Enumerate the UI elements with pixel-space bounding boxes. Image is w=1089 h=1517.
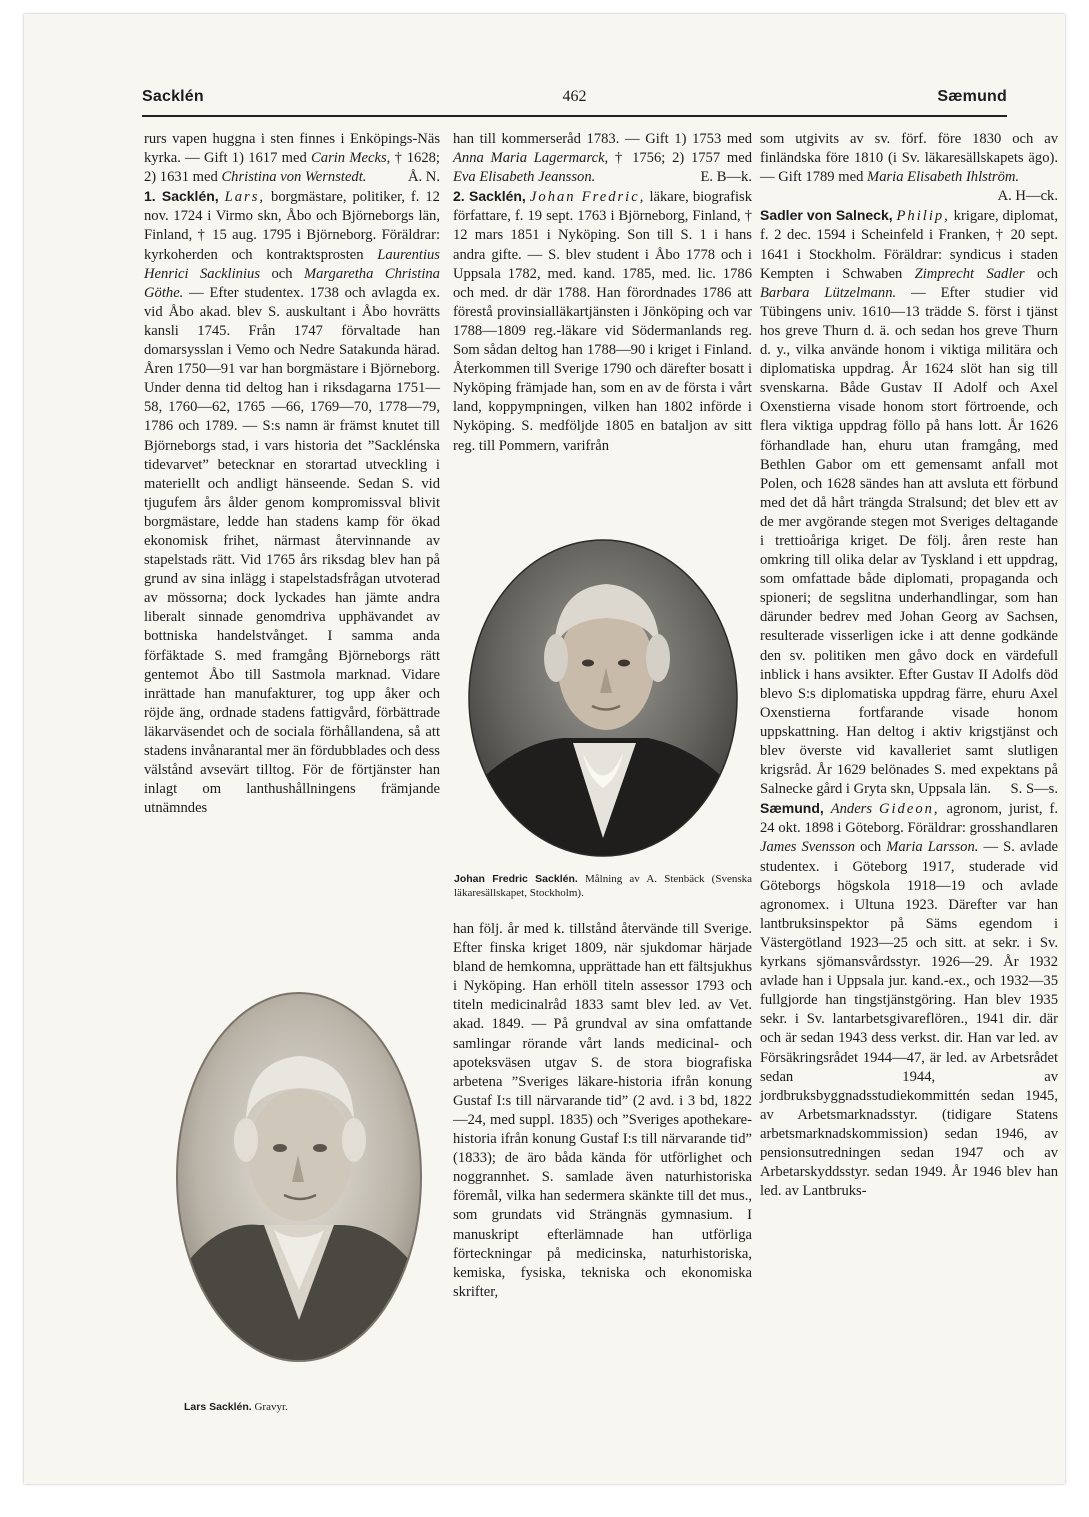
- column-3: som utgivits av sv. förf. före 1830 och av finländska före 1810 (i Sv. läkaresällskapets ägo). — Gift 1789 med Maria Elisabeth Ihlström. A. H—ck. Sadler von Salneck, Philip, krigare, diplomat, f. 2 dec. 1594 i Scheinfeld i Franken, † 20 sept. 1641 i Stockholm. Föräldrar: syndicus i staden Kempten i Schwaben Zimprecht Sadler och Barbara Lützelmann. — Efter studier vid Tübingens univ. 1610—13 trädde S. först i tjänst hos greve Thurn d. ä. och sedan hos greve Thurn d. y., vilka använde honom i viktiga militära och diplomatiska uppdrag. År 1624 slöt han sig till svenskarna. Både Gustav II Adolf och Axel Oxenstierna visade honom stort förtroende, och flera viktiga uppdrag föllo på hans lott. År 1626 förhandlade han, ehuru utan framgång, med Bethlen Gabor om ett gemensamt anfall mot Polen, och 1628 sändes han att avsluta ett förbund med det då hårt trängda Stralsund; det blev ett av de mer avgörande stegen mot Sveriges deltagande i trettioåriga kriget. De följ. åren reste han omkring till olika delar av Tyskland i ett uppdrag, som omfattade både diplomati, propaganda och spioneri; de segslitna underhandlingar, som han därunder bedrev med Johan Georg av Sachsen, resulterade visserligen icke i att denne godkände den sv. politiken men gåvo dock en värdefull inblick i hans avsikter. Efter Gustav II Adolfs död blevo S:s diplomatiska uppdrag färre, ehuru Axel Oxenstierna fortfarande visade honom uppskattning. Han deltog i aktiv krigstjänst och blev överste vid kavalleriet samt slutligen krigsråd. År 1629 belönades S. med expektans på Salnecke gård i Gryta skn, Uppsala län. S. S—s. Sæmund, Anders Gideon, agronom, jurist, f. 24 okt. 1898 i Göteborg. Föräldrar: grosshandlaren James Svensson och Maria Larsson. — S. avlade studentex. i Göteborg 1917, studerade vid Göteborgs högskola 1918—19 och avlade agronomex. i Ultuna 1923. Därefter var han lantbruksinspektor på Säms egendom i Västergötland 1923—25 och sitt. at sekr. i Sv. kyrkans sjömansvårdsstyr. 1926—29. År 1932 avlade han i Uppsala jur. kand.-ex., och 1932—35 fullgjorde han tingstjänstgöring. Han blev 1935 sekr. i Sv. lantarbetsgivareflören., 1941 dir. där och är sedan 1943 dess verkst. dir. Han var led. av Försäkringsrådet 1944—47, är led. av Arbetsrådet sedan 1944, av jordbruksbyggnadsstudiekommittén sedan 1945, av Arbetsmarknadsstyr. (tidigare Statens arbetsmarknadskommission) sedan 1946, av pensionsutredningen sedan 1947 och av Arbetarskyddsstyr. sedan 1949. År 1946 blev han led. av Lantbruks-: [760, 130, 1058, 1201]
- author-signature: A. H—ck.: [997, 188, 1058, 205]
- entry-heading: 1. Sacklén,: [144, 188, 219, 205]
- portrait-1-caption: Lars Sacklén. Gravyr.: [184, 1401, 288, 1413]
- paragraph-continuation: rurs vapen huggna i sten finnes i Enköpings-Näs kyrka. — Gift 1) 1617 med Carin Mecks, † 1628; 2) 1631 med Christina von Wernstedt. Å. N.: [144, 130, 440, 187]
- portrait-johan-fredric-sacklen: [454, 538, 752, 908]
- entry-johan-fredric-sacklen: 2. Sacklén, Johan Fredric, läkare, biografisk författare, f. 19 sept. 1763 i Björneborg, Finland, † 12 mars 1851 i Nyköping. Son till S. 1 i hans andra gifte. — S. blev student i Åbo 1778 och i Uppsala 1782, med. kand. 1785, med. lic. 1786 och med. dr där 1788. Han förordnades 1786 att förestå provinsialläkartjänsten i Jönköping och var 1788—1809 reg.-läkare vid Södermanlands reg. Som sådan deltog han 1788—90 i kriget i Finland. Återkommen till Sverige 1790 och därefter bosatt i Nyköping främjade han, som en av de första i vårt land, koppympningen, vilken han 1802 införde i Nyköping. S. medföljde 1805 en bataljon av sitt reg. till Pommern, varifrån: [453, 188, 753, 454]
- author-signature: S. S—s.: [1010, 781, 1058, 798]
- entry-lars-sacklen: 1. Sacklén, Lars, borgmästare, politiker, f. 12 nov. 1724 i Virmo skn, Åbo och Björneborgs län, Finland, † 15 aug. 1795 i Björneborg. Föräldrar: kyrkoherden och kontraktsprosten Laurentius Henrici Sacklinius och Margaretha Christina Göthe. — Efter studentex. 1738 och avlagda ex. vid Åbo akad. blev S. auskultant i Åbo hovrätts kansli 1745. Från 1747 förvaltade han domarsysslan i Vemo och Nedre Satakunda härad. Åren 1750—91 var han borgmästare i Björneborg. Under denna tid deltog han i riksdagarna 1751—58, 1760—62, 1765 —66, 1769—70, 1778—79, 1786 och 1789. — S:s namn är främst knutet till Björneborgs stad, i vars historia det ”Sacklénska tidevarvet” betecknar en storartad utveckling i materiellt och andligt hänseende. Sedan S. vid tjugufem års ålder genom kompromissval blivit borgmästare, ledde han stadens kamp för ökad ekonomisk frihet, närmast återvinnande av stapelstads rätt. Vid 1765 års riksdag blev han på grund av sina inlägg i stapelstadsfrågan utvoterad av mössorna; dock lyckades han jämte andra liberalt sinnade genomdriva upphävandet av bottniska handelstvånget. I samma anda förfäktade S. med framgång Björneborgs rätt gentemot Åbo till Sastmola marknad. Vidare inrättade han manufakturer, tog upp åker och röjde äng, ordnade stadens fattigvård, förbättrade läkarväsendet och de sociala förhållandena, så att stadens invånarantal mer än fördubblades och dess välstånd avsevärt tilltog. För de förtjänster han inlagt om lanthushållningens främjande utnämndes: [144, 188, 440, 817]
- entry-heading: Sadler von Salneck,: [760, 207, 893, 224]
- column-2-top: han till kommerseråd 1783. — Gift 1) 1753 med Anna Maria Lagermarck, † 1756; 2) 1757 med Eva Elisabeth Jeansson. E. B—k. 2. Sacklén, Johan Fredric, läkare, biografisk författare, f. 19 sept. 1763 i Björneborg, Finland, † 12 mars 1851 i Nyköping. Son till S. 1 i hans andra gifte. — S. blev student i Åbo 1778 och i Uppsala 1782, med. kand. 1785, med. lic. 1786 och med. dr där 1788. Han förordnades 1786 att förestå provinsialläkartjänsten i Jönköping och var 1788—1809 reg.-läkare vid Södermanlands reg. Som sådan deltog han 1788—90 i kriget i Finland. Återkommen till Sverige 1790 och därefter bosatt i Nyköping främjade han, som en av de första i vårt land, koppympningen, vilken han 1802 införde i Nyköping. S. medföljde 1805 en bataljon av sitt reg. till Pommern, varifrån: [453, 130, 752, 456]
- header-right-word: Sæmund: [937, 88, 1007, 105]
- author-signature: Å. N.: [407, 169, 440, 186]
- engraving-portrait: [174, 990, 424, 1365]
- header-rule: [142, 115, 1007, 117]
- entry-sadler-von-salneck: Sadler von Salneck, Philip, krigare, diplomat, f. 2 dec. 1594 i Scheinfeld i Franken, † 20 sept. 1641 i Stockholm. Föräldrar: syndicus i staden Kempten i Schwaben Zimprecht Sadler och Barbara Lützelmann. — Efter studier vid Tübingens univ. 1610—13 trädde S. först i tjänst hos greve Thurn d. ä. och sedan hos greve Thurn d. y., vilka använde honom i viktiga militära och diplomatiska uppdrag. År 1624 slöt han sig till svenskarna. Både Gustav II Adolf och Axel Oxenstierna visade honom stort förtroende, och flera viktiga uppdrag föllo på hans lott. År 1626 förhandlade han, ehuru utan framgång, med Bethlen Gabor om ett gemensamt anfall mot Polen, och 1628 sändes han att avsluta ett förbund med det då hårt trängda Stralsund; det blev ett av de mer avgörande stegen mot Sveriges deltagande i trettioåriga kriget. De följ. åren reste han omkring till olika delar av Tyskland i ett uppdrag, som omfattade både diplomati, propaganda och spioneri; de segslitna underhandlingar, som han därunder bedrev med Johan Georg av Sachsen, resulterade visserligen icke i att denne godkände den sv. politiken men gåvo dock en värdefull inblick i hans avsikter. Efter Gustav II Adolfs död blevo S:s diplomatiska uppdrag färre, ehuru Axel Oxenstierna fortfarande visade honom uppskattning. Han deltog i aktiv krigstjänst och blev överste vid kavalleriet samt slutligen krigsråd. År 1629 belönades S. med expektans på Salnecke gård i Gryta skn, Uppsala län. S. S—s.: [760, 206, 1058, 799]
- page-number: 462: [562, 88, 587, 105]
- portrait-lars-sacklen: [174, 990, 424, 1415]
- entry-heading: 2. Sacklén,: [453, 188, 526, 205]
- column-2-bottom: han följ. år med k. tillstånd återvände till Sverige. Efter finska kriget 1809, när sjukdomar härjade bland de hemkomna, upprättade han ett fältsjukhus i Nyköping. Han erhöll titeln assessor 1793 och titeln medicinalråd 1833 samt blev led. av Vet. akad. 1849. — På grundval av sina omfattande samlingar rörande vårt lands medicinal- och apoteksväsen utgav S. de stora biografiska arbetena ”Sveriges läkare-historia ifrån konung Gustaf I:s till närvarande tid” (2 avd. i 3 bd, 1822—24, med suppl. 1835) och ”Sveriges apothekare-historia ifrån konung Gustaf I:s till närvarande tid” (1833); de äro båda kända för utförlighet och noggrannhet. S. samlade även naturhistoriska föremål, vilka han sedermera skänkte till det mus., som grundats vid Strängnäs gymnasium. I manuskript efterlämnade han utförliga förteckningar på medicinska, naturhistoriska, kemiska, fysiska, tekniska och ekonomiska skrifter,: [453, 921, 752, 1300]
- author-signature: E. B—k.: [700, 169, 752, 186]
- running-header: [142, 74, 1007, 114]
- portrait-2-caption: Johan Fredric Sacklén. Målning av A. Stenbäck (Svenska läkaresällskapet, Stockholm).: [454, 873, 753, 899]
- entry-heading: Sæmund,: [760, 800, 824, 817]
- header-left-word: Sacklén: [142, 88, 204, 105]
- column-1: [144, 130, 440, 818]
- entry-saemund: Sæmund, Anders Gideon, agronom, jurist, f. 24 okt. 1898 i Göteborg. Föräldrar: grosshandlaren James Svensson och Maria Larsson. — S. avlade studentex. i Göteborg 1917, studerade vid Göteborgs högskola 1918—19 och avlade agronomex. i Ultuna 1923. Därefter var han lantbruksinspektor på Säms egendom i Västergötland 1923—25 och sitt. at sekr. i Sv. kyrkans sjömansvårdsstyr. 1926—29. År 1932 avlade han i Uppsala jur. kand.-ex., och 1932—35 fullgjorde han tingstjänstgöring. Han blev 1935 sekr. i Sv. lantarbetsgivareflören., 1941 dir. där och är sedan 1943 dess verkst. dir. Han var led. av Försäkringsrådet 1944—47, är led. av Arbetsrådet sedan 1944, av jordbruksbyggnadsstudiekommittén sedan 1945, av Arbetsmarknadsstyr. (tidigare Statens arbetsmarknadskommission) sedan 1946, av pensionsutredningen sedan 1947 och av Arbetarskyddsstyr. sedan 1949. År 1946 blev han led. av Lantbruks-: [760, 800, 1058, 1200]
- painting-portrait: [468, 538, 766, 858]
- page: [24, 14, 1065, 1484]
